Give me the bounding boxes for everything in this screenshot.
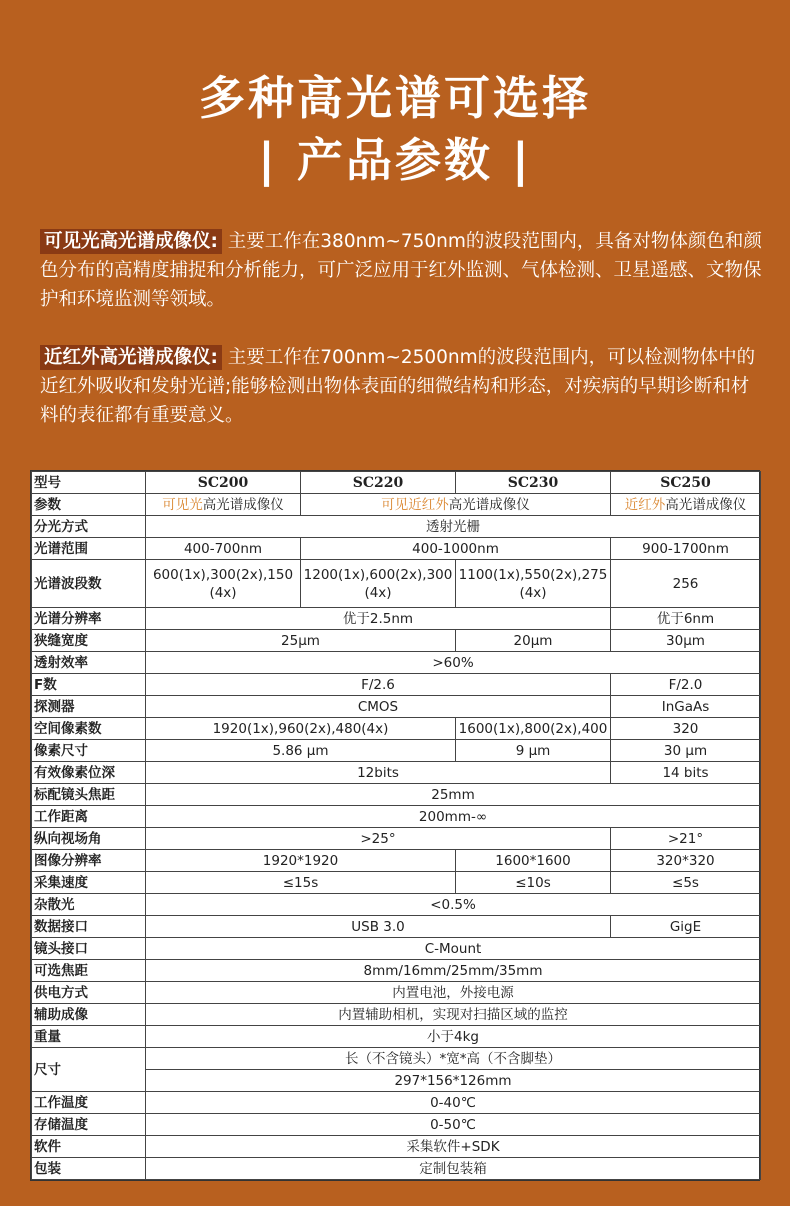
table-cell: 光谱波段数: [32, 560, 146, 608]
table-row: [32, 1136, 761, 1158]
table-cell: 软件: [32, 1136, 146, 1158]
table-cell: 参数: [32, 494, 146, 516]
param-highlight: 可见近红外: [381, 496, 449, 513]
table-row: [32, 740, 761, 762]
table-cell: [301, 494, 611, 516]
table-row: [32, 1092, 761, 1114]
table-row: [32, 1048, 761, 1070]
table-cell: 辅助成像: [32, 1004, 146, 1026]
table-cell: 30μm: [611, 630, 761, 652]
table-row: [32, 1026, 761, 1048]
table-cell: 尺寸: [32, 1048, 146, 1092]
table-cell: C-Mount: [146, 938, 761, 960]
table-cell: 内置电池，外接电源: [146, 982, 761, 1004]
table-row: [32, 608, 761, 630]
table-cell: >21°: [611, 828, 761, 850]
table-cell: ≤15s: [146, 872, 456, 894]
table-cell: SC220: [301, 472, 456, 494]
table-cell: 光谱范围: [32, 538, 146, 560]
intro-nir-label: 近红外高光谱成像仪:: [40, 345, 222, 370]
table-row: [32, 630, 761, 652]
param-rest: 高光谱成像仪: [448, 496, 530, 513]
table-cell: 采集速度: [32, 872, 146, 894]
table-row: [32, 938, 761, 960]
table-cell: 可选焦距: [32, 960, 146, 982]
table-cell: 重量: [32, 1026, 146, 1048]
table-cell: 采集软件+SDK: [146, 1136, 761, 1158]
table-row: [32, 538, 761, 560]
table-cell: 400-700nm: [146, 538, 301, 560]
table-cell: 25mm: [146, 784, 761, 806]
table-cell: 透射光栅: [146, 516, 761, 538]
table-row: [32, 516, 761, 538]
table-cell: 200mm-∞: [146, 806, 761, 828]
table-row: [32, 916, 761, 938]
table-cell: 供电方式: [32, 982, 146, 1004]
table-cell: 5.86 μm: [146, 740, 456, 762]
table-cell: 狭缝宽度: [32, 630, 146, 652]
param-rest: 高光谱成像仪: [665, 496, 747, 513]
table-row: [32, 560, 761, 608]
table-cell: 光谱分辨率: [32, 608, 146, 630]
table-cell: GigE: [611, 916, 761, 938]
table-row: [32, 982, 761, 1004]
page-subtitle: | 产品参数 |: [258, 133, 532, 187]
table-cell: 1600(1x),800(2x),400: [456, 718, 611, 740]
table-cell: 256: [611, 560, 761, 608]
table-cell: SC230: [456, 472, 611, 494]
intro-nir-text: 主要工作在700nm~2500nm的波段范围内，可以检测物体中的近红外吸收和发射光谱;能够检测出物体表面的细微结构和形态，对疾病的早期诊断和材料的表征都有重要意义。: [40, 347, 756, 426]
table-row: [32, 850, 761, 872]
table-row: [32, 674, 761, 696]
table-cell: >25°: [146, 828, 611, 850]
table-cell: 1100(1x),550(2x),275(4x): [456, 560, 611, 608]
table-cell: 900-1700nm: [611, 538, 761, 560]
table-row: [32, 718, 761, 740]
intro-visible-label: 可见光高光谱成像仪:: [40, 229, 222, 254]
table-cell: 优于2.5nm: [146, 608, 611, 630]
table-cell: 型号: [32, 472, 146, 494]
table-cell: 数据接口: [32, 916, 146, 938]
table-row: [32, 652, 761, 674]
table-cell: 包装: [32, 1158, 146, 1180]
param-highlight: 可见光: [162, 496, 203, 513]
table-cell: 分光方式: [32, 516, 146, 538]
table-cell: 透射效率: [32, 652, 146, 674]
table-cell: 9 μm: [456, 740, 611, 762]
table-cell: F/2.0: [611, 674, 761, 696]
param-rest: 高光谱成像仪: [202, 496, 284, 513]
table-cell: [146, 494, 301, 516]
page-title: 多种高光谱可选择: [199, 71, 591, 125]
table-cell: >60%: [146, 652, 761, 674]
table-cell: 杂散光: [32, 894, 146, 916]
table-cell: USB 3.0: [146, 916, 611, 938]
table-row: [32, 828, 761, 850]
table-cell: 定制包装箱: [146, 1158, 761, 1180]
table-cell: 像素尺寸: [32, 740, 146, 762]
spec-table: [30, 470, 760, 1181]
table-cell: 工作距离: [32, 806, 146, 828]
table-cell: 0-50℃: [146, 1114, 761, 1136]
table-cell: F/2.6: [146, 674, 611, 696]
table-cell: <0.5%: [146, 894, 761, 916]
table-cell: 0-40℃: [146, 1092, 761, 1114]
intro-visible: [40, 227, 762, 314]
table-cell: 320: [611, 718, 761, 740]
table-cell: 标配镜头焦距: [32, 784, 146, 806]
table-cell: 1920(1x),960(2x),480(4x): [146, 718, 456, 740]
table-cell: SC250: [611, 472, 761, 494]
table-cell: ≤10s: [456, 872, 611, 894]
table-cell: 14 bits: [611, 762, 761, 784]
table-cell: CMOS: [146, 696, 611, 718]
table-row: [32, 960, 761, 982]
table-cell: 工作温度: [32, 1092, 146, 1114]
table-row: [32, 696, 761, 718]
table-row: [32, 806, 761, 828]
table-cell: 30 μm: [611, 740, 761, 762]
table-cell: 1200(1x),600(2x),300(4x): [301, 560, 456, 608]
table-cell: F数: [32, 674, 146, 696]
table-row: [32, 894, 761, 916]
table-row: [32, 762, 761, 784]
table-cell: 纵向视场角: [32, 828, 146, 850]
table-cell: 8mm/16mm/25mm/35mm: [146, 960, 761, 982]
intro-nir: [40, 343, 762, 430]
table-cell: 1600*1600: [456, 850, 611, 872]
intro-visible-text: 主要工作在380nm~750nm的波段范围内，具备对物体颜色和颜色分布的高精度捕捉和分析能力，可广泛应用于红外监测、气体检测、卫星遥感、文物保护和环境监测等领域。: [40, 231, 762, 310]
table-row: [32, 784, 761, 806]
table-cell: 小于4kg: [146, 1026, 761, 1048]
table-cell: 有效像素位深: [32, 762, 146, 784]
table-cell: 存储温度: [32, 1114, 146, 1136]
table-cell: InGaAs: [611, 696, 761, 718]
table-cell: 297*156*126mm: [146, 1070, 761, 1092]
table-cell: 600(1x),300(2x),150(4x): [146, 560, 301, 608]
table-cell: ≤5s: [611, 872, 761, 894]
table-cell: 图像分辨率: [32, 850, 146, 872]
table-row: [32, 472, 761, 494]
table-cell: 320*320: [611, 850, 761, 872]
table-cell: 20μm: [456, 630, 611, 652]
table-cell: 优于6nm: [611, 608, 761, 630]
table-cell: 探测器: [32, 696, 146, 718]
table-cell: 1920*1920: [146, 850, 456, 872]
table-cell: 长（不含镜头）*宽*高（不含脚垫）: [146, 1048, 761, 1070]
table-cell: SC200: [146, 472, 301, 494]
table-cell: [611, 494, 761, 516]
table-cell: 25μm: [146, 630, 456, 652]
table-cell: 400-1000nm: [301, 538, 611, 560]
table-row: [32, 1004, 761, 1026]
table-cell: 内置辅助相机，实现对扫描区域的监控: [146, 1004, 761, 1026]
table-cell: 空间像素数: [32, 718, 146, 740]
table-cell: 12bits: [146, 762, 611, 784]
table-row: [32, 872, 761, 894]
table-row: [32, 494, 761, 516]
param-highlight: 近红外: [624, 496, 666, 513]
table-row: [32, 1158, 761, 1180]
table-cell: 镜头接口: [32, 938, 146, 960]
table-row: [32, 1114, 761, 1136]
